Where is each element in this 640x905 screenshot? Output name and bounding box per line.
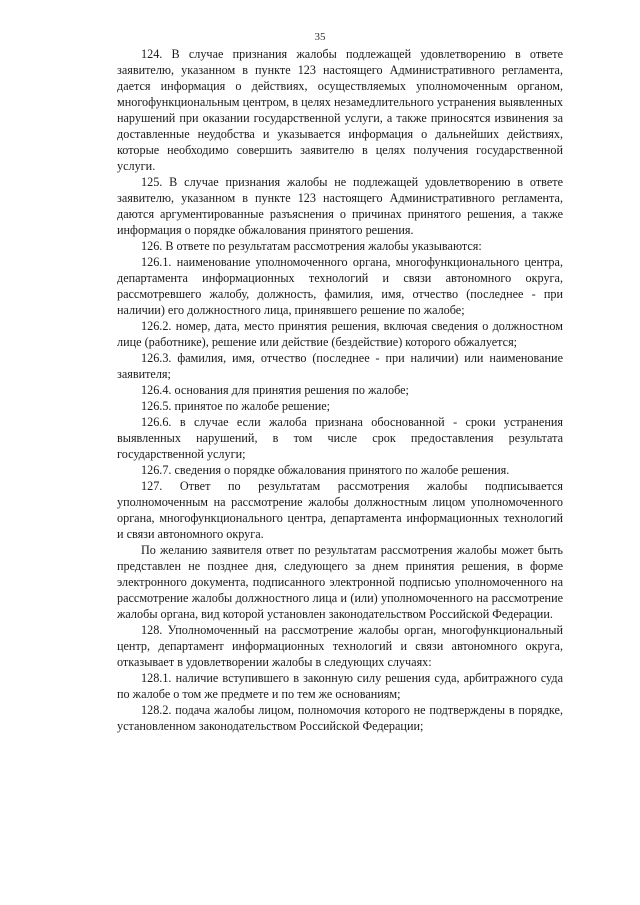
paragraph-125: 125. В случае признания жалобы не подлежащей удовлетворению в ответе заявителю, указанном в пункте 123 настоящего Административного регламента, даются аргументированные разъяснения о причинах принятого решения, а также информация о порядке обжалования принятого решения. [117, 175, 563, 237]
paragraph-127: 127. Ответ по результатам рассмотрения жалобы подписывается уполномоченным на рассмотрение жалобы должностным лицом уполномоченного органа, многофункционального центра, департамента информационных технологий и связи автономного округа. [117, 479, 563, 541]
paragraph-127-electronic-response: По желанию заявителя ответ по результатам рассмотрения жалобы может быть представлен не позднее дня, следующего за днем принятия решения, в форме электронного документа, подписанного электронной подписью уполномоченного на рассмотрение жалобы должностного лица и (или) уполномоченного на рассмотрение жалобы органа, вид которой установлен законодательством Российской Федерации. [117, 543, 563, 621]
body-text [117, 46, 563, 734]
paragraph-128-2: 128.2. подача жалобы лицом, полномочия которого не подтверждены в порядке, установленном законодательством Российской Федерации; [117, 703, 563, 733]
paragraph-126-6: 126.6. в случае если жалоба признана обоснованной - сроки устранения выявленных нарушений, в том числе срок предоставления результата государственной услуги; [117, 415, 563, 461]
paragraph-128: 128. Уполномоченный на рассмотрение жалобы орган, многофункциональный центр, департамент информационных технологий и связи автономного округа, отказывает в удовлетворении жалобы в следующих случаях: [117, 623, 563, 669]
paragraph-126-5: 126.5. принятое по жалобе решение; [141, 399, 331, 413]
paragraph-126: 126. В ответе по результатам рассмотрения жалобы указываются: [141, 239, 482, 253]
paragraph-126-4: 126.4. основания для принятия решения по жалобе; [141, 383, 409, 397]
paragraph-126-7: 126.7. сведения о порядке обжалования принятого по жалобе решения. [141, 463, 510, 477]
paragraph-128-1: 128.1. наличие вступившего в законную силу решения суда, арбитражного суда по жалобе о том же предмете и по тем же основаниям; [117, 671, 563, 701]
paragraph-124: 124. В случае признания жалобы подлежащей удовлетворению в ответе заявителю, указанном в пункте 123 настоящего Административного регламента, дается информация о действиях, осуществляемых уполномоченным органом, многофункциональным центром, в целях незамедлительного устранения выявленных нарушений при оказании государственной услуги, а также приносятся извинения за доставленные неудобства и указывается информация о дальнейших действиях, которые необходимо совершить заявителю в целях получения государственной услуги. [117, 47, 563, 173]
paragraph-126-1: 126.1. наименование уполномоченного органа, многофункционального центра, департамента информационных технологий и связи автономного округа, рассмотревшего жалобу, должность, фамилия, имя, отчество (последнее - при наличии) его должностного лица, принявшего решение по жалобе; [117, 255, 563, 317]
page-number: 35 [314, 31, 326, 43]
paragraph-126-2: 126.2. номер, дата, место принятия решения, включая сведения о должностном лице (работнике), решение или действие (бездействие) которого обжалуется; [117, 319, 563, 349]
paragraph-126-3: 126.3. фамилия, имя, отчество (последнее - при наличии) или наименование заявителя; [117, 351, 563, 381]
